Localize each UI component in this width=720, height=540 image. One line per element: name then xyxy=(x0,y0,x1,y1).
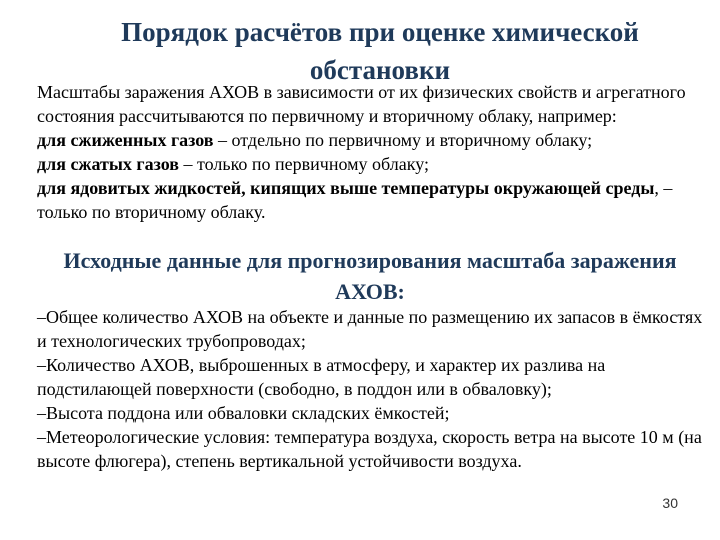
page-number: 30 xyxy=(662,495,678,511)
dash-bullet: – xyxy=(37,355,46,375)
intro-item-bold: для сжатых газов xyxy=(37,154,179,174)
dash-bullet: – xyxy=(37,403,46,423)
list-item xyxy=(37,305,712,353)
section-heading: Исходные данные для прогнозирования масштаба заражения АХОВ: xyxy=(63,248,677,304)
input-data-list xyxy=(37,305,712,473)
intro-item-rest: – отдельно по первичному и вторичному облаку; xyxy=(213,130,593,150)
list-item xyxy=(37,401,712,425)
intro-item-bold: для сжиженных газов xyxy=(37,130,214,150)
list-item xyxy=(37,425,712,473)
list-item-text: Метеорологические условия: температура воздуха, скорость ветра на высоте 10 м (на высоте флюгера), степень вертикальной устойчивости воздуха. xyxy=(37,427,702,471)
slide-title: Порядок расчётов при оценке химической обстановки xyxy=(121,17,639,85)
intro-item xyxy=(37,128,707,152)
intro-item-bold: для ядовитых жидкостей, кипящих выше температуры окружающей среды xyxy=(37,178,655,198)
dash-bullet: – xyxy=(37,427,46,447)
dash-bullet: – xyxy=(37,307,46,327)
intro-text: Масштабы заражения АХОВ в зависимости от их физических свойств и агрегатного состояния рассчитываются по первичному и вторичному облаку, например: xyxy=(37,82,686,126)
intro-item xyxy=(37,176,707,224)
intro-item xyxy=(37,152,707,176)
list-item xyxy=(37,353,712,401)
intro-item-rest: , – только по вторичному облаку. xyxy=(37,178,673,222)
list-item-text: Количество АХОВ, выброшенных в атмосферу, и характер их разлива на подстилающей поверхности (свободно, в поддон или в обваловку); xyxy=(37,355,606,399)
intro-block xyxy=(37,80,707,224)
list-item-text: Высота поддона или обваловки складских ёмкостей; xyxy=(46,403,450,423)
intro-item-rest: – только по первичному облаку; xyxy=(179,154,429,174)
list-item-text: Общее количество АХОВ на объекте и данные по размещению их запасов в ёмкостях и технологических трубопроводах; xyxy=(37,307,703,351)
